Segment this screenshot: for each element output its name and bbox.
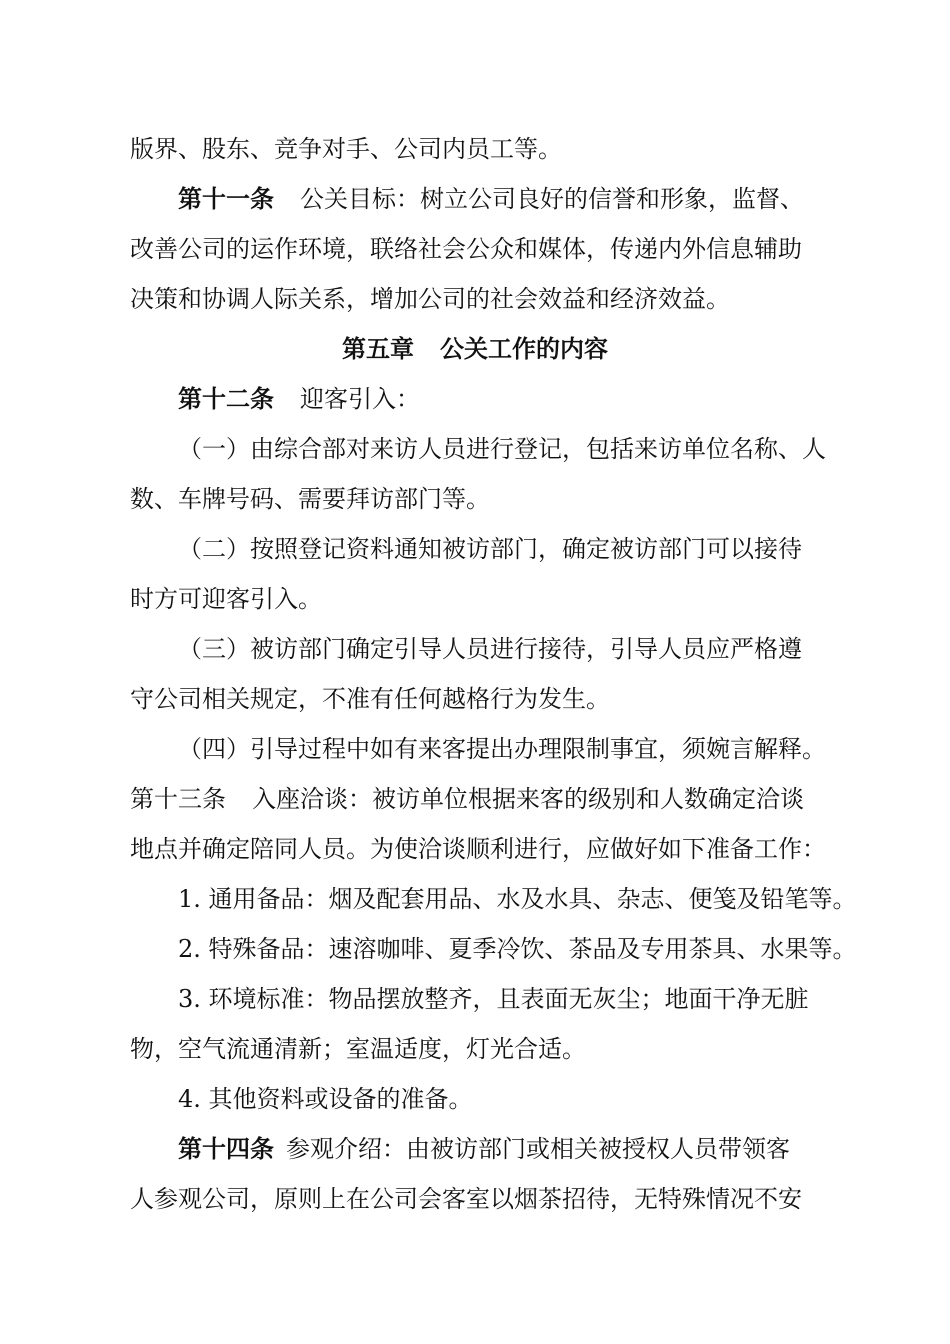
item-4-line-1: （四）引导过程中如有来客提出办理限制事宜，须婉言解释。: [178, 735, 826, 763]
prep-item-2: 2. 特殊备品：速溶咖啡、夏季冷饮、茶品及专用茶具、水果等。: [178, 935, 857, 963]
item-3-line-1: （三）被访部门确定引导人员进行接待，引导人员应严格遵: [178, 635, 802, 663]
article-12-text: 迎客引入：: [300, 385, 420, 413]
article-14-text: 参观介绍：由被访部门或相关被授权人员带领客: [286, 1135, 790, 1163]
article-14-title: 第十四条: [178, 1134, 274, 1163]
prep-item-3-line-1: 3. 环境标准：物品摆放整齐，且表面无灰尘；地面干净无脏: [178, 985, 809, 1013]
article-11-line-2: 改善公司的运作环境，联络社会公众和媒体，传递内外信息辅助: [130, 235, 802, 263]
item-2-line-2: 时方可迎客引入。: [130, 585, 322, 613]
article-11-line-3: 决策和协调人际关系，增加公司的社会效益和经济效益。: [130, 285, 730, 313]
item-1-line-1: （一）由综合部对来访人员进行登记，包括来访单位名称、人: [178, 435, 826, 463]
chapter-5-number: 第五章: [342, 334, 414, 363]
article-13-line-1: [130, 781, 804, 817]
chapter-5-title: 公关工作的内容: [440, 334, 608, 363]
prep-item-1: 1. 通用备品：烟及配套用品、水及水具、杂志、便笺及铅笔等。: [178, 885, 857, 913]
article-13-title: 第十三条: [130, 785, 226, 813]
article-11-text: 公关目标：树立公司良好的信誉和形象，监督、: [300, 185, 804, 213]
article-12-title: 第十二条: [178, 384, 274, 413]
article-13-line-2: 地点并确定陪同人员。为使洽谈顺利进行，应做好如下准备工作：: [130, 835, 826, 863]
paragraph-line: 版界、股东、竞争对手、公司内员工等。: [130, 135, 562, 163]
prep-item-3-line-2: 物，空气流通清新；室温适度，灯光合适。: [130, 1035, 586, 1063]
item-2-line-1: （二）按照登记资料通知被访部门，确定被访部门可以接待: [178, 535, 802, 563]
article-11-line-1: [178, 181, 804, 217]
article-14-line-2: 人参观公司，原则上在公司会客室以烟茶招待，无特殊情况不安: [130, 1185, 802, 1213]
article-14-line-1: [178, 1131, 790, 1167]
article-11-title: 第十一条: [178, 184, 274, 213]
prep-item-4: 4. 其他资料或设备的准备。: [178, 1085, 473, 1113]
article-13-text: 入座洽谈：被访单位根据来客的级别和人数确定洽谈: [252, 785, 804, 813]
item-3-line-2: 守公司相关规定，不准有任何越格行为发生。: [130, 685, 610, 713]
chapter-5-heading: [0, 331, 950, 367]
article-12-line: [178, 381, 420, 417]
item-1-line-2: 数、车牌号码、需要拜访部门等。: [130, 485, 490, 513]
